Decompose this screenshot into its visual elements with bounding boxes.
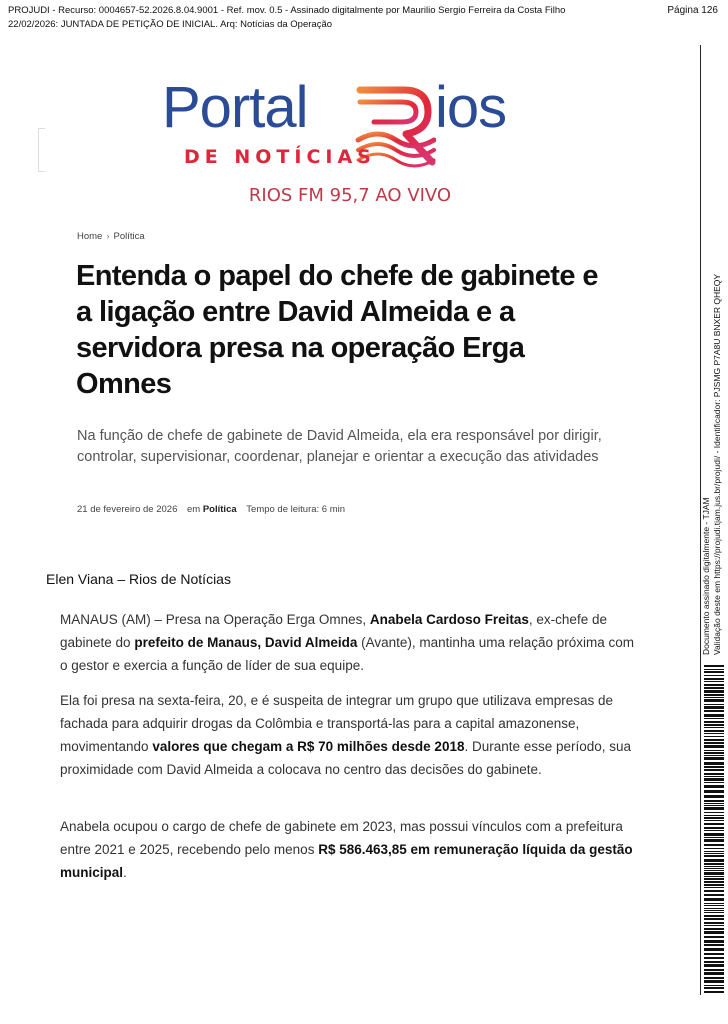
breadcrumb: [77, 231, 145, 242]
barcode-icon: [704, 665, 724, 993]
article-date: 21 de fevereiro de 2026: [77, 504, 178, 515]
article-category-link[interactable]: Política: [202, 504, 237, 515]
breadcrumb-section-link[interactable]: Política: [113, 231, 145, 242]
article-paragraph-2: Ela foi presa na sexta-feira, 20, e é suspeita de integrar um grupo que utilizava empresas de fachada para adquirir drogas da Colômbia e transportá-las para a capital amazonense, movimentando valores que chegam a R$ 70 milhões desde 2018. Durante esse período, sua proximidade com David Almeida a colocava no centro das decisões do gabinete.: [60, 693, 632, 777]
stamp-line-1: Documento assinado digitalmente - TJAM: [701, 497, 711, 655]
reading-time: Tempo de leitura: 6 min: [246, 504, 346, 515]
signature-stamp: [701, 55, 727, 655]
article-lead: Na função de chefe de gabinete de David Almeida, ela era responsável por dirigir, controlar, supervisionar, coordenar, planejar e orientar a execução das atividades: [77, 428, 602, 465]
stamp-line-2: Validação deste em https://projudi.tjam.jus.br/projudi/ - Identificador: PJSMG P7A8U BNXER QHEQY: [712, 273, 722, 655]
article-paragraph-3: Anabela ocupou o cargo de chefe de gabinete em 2023, mas possui vínculos com a prefeitura entre 2021 e 2025, recebendo pelo menos R$ 586.463,85 em remuneração líquida da gestão municipal.: [60, 819, 633, 880]
breadcrumb-home-link[interactable]: Home: [77, 231, 103, 242]
article-paragraph-1: MANAUS (AM) – Presa na Operação Erga Omnes, Anabela Cardoso Freitas, ex-chefe de gabinete do prefeito de Manaus, David Almeida (Avante), mantinha uma relação próxima com o gestor e exercia a função de líder de sua equipe.: [60, 612, 635, 673]
article-byline: Elen Viana – Rios de Notícias: [46, 571, 231, 587]
logo-text-ios: ios: [435, 75, 507, 140]
category-prefix: em: [187, 504, 201, 515]
side-tab: [38, 128, 45, 172]
breadcrumb-separator-icon: ›: [106, 231, 110, 242]
article-title: Entenda o papel do chefe de gabinete e a ligação entre David Almeida e a servidora presa na operação Erga Omnes: [76, 260, 598, 400]
page-number: Página 126: [667, 5, 718, 16]
document-header-line-1: PROJUDI - Recurso: 0004657-52.2026.8.04.9001 - Ref. mov. 0.5 - Assinado digitalmente por Maurilio Sergio Ferreira da Costa Filho: [8, 5, 566, 16]
site-logo[interactable]: [160, 76, 540, 176]
radio-live-link[interactable]: RIOS FM 95,7 AO VIVO: [248, 185, 452, 206]
logo-text-portal: Portal: [162, 75, 308, 140]
document-header-line-2: 22/02/2026: JUNTADA DE PETIÇÃO DE INICIAL. Arq: Notícias da Operação: [8, 19, 333, 30]
article-meta: [77, 504, 345, 515]
logo-subtitle: DE NOTÍCIAS: [184, 146, 376, 168]
